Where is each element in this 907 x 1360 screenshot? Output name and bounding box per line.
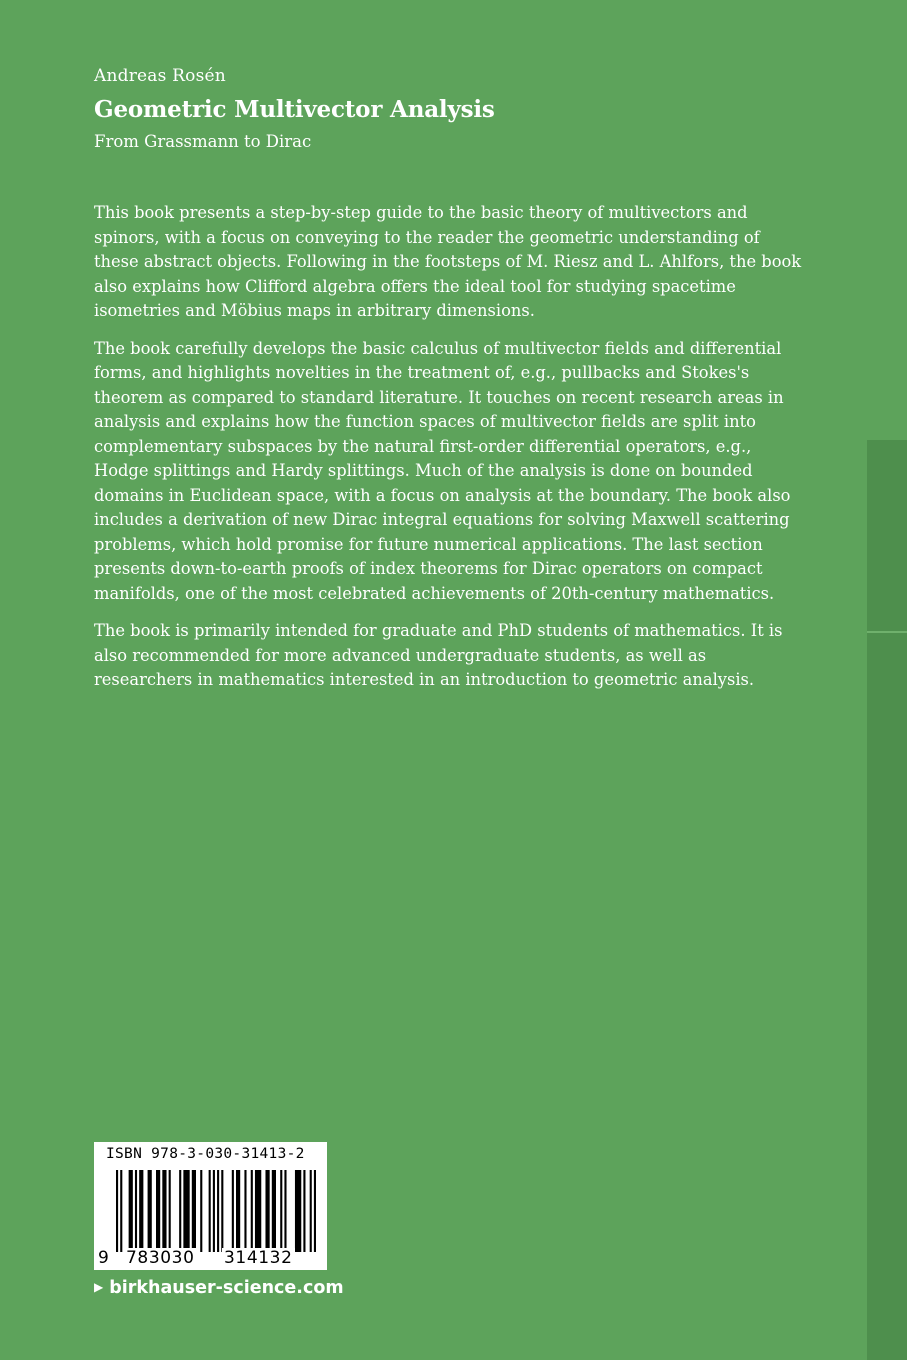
barcode-bar [232,1170,234,1252]
barcode-bar [221,1170,223,1252]
barcode-bar [314,1170,316,1252]
barcode-bar [139,1170,143,1252]
barcode-bar [284,1170,286,1252]
barcode-bar [116,1170,118,1252]
barcode-bar [272,1170,276,1252]
barcode-bar [209,1170,211,1252]
barcode-bars [116,1170,316,1252]
barcode-digit-group-right: 314132 [224,1248,293,1268]
barcode-bar [265,1170,269,1252]
publisher-website[interactable] [94,1278,344,1298]
barcode-bar [129,1170,133,1252]
description-paragraph: This book presents a step-by-step guide to the basic theory of multivectors and spinors, with a focus on conveying to the reader the geometric understanding of these abstract objects. Following in the footsteps of M. Riesz and L. Ahlfors, the book also explains how Clifford algebra offers the ideal tool for studying spacetime isometries and Möbius maps in arbitrary dimensions. [94,203,802,320]
isbn-label: ISBN 978-3-030-31413-2 [106,1146,305,1162]
barcode-bar [280,1170,282,1252]
barcode-digit-first: 9 [98,1248,109,1268]
isbn-barcode [94,1142,327,1270]
barcode-bar [156,1170,160,1252]
barcode-bar [217,1170,219,1252]
barcode-bar [303,1170,305,1252]
barcode-bar [200,1170,202,1252]
description-paragraph: The book carefully develops the basic calculus of multivector fields and differential forms, and highlights novelties in the treatment of, e.g., pullbacks and Stokes's theorem as compared to standard literature. It touches on recent research areas in analysis and explains how the function spaces of multivector fields are split into complementary subspaces by the natural first-order differential operators, e.g., Hodge splittings and Hardy splittings. Much of the analysis is done on bounded domains in Euclidean space, with a focus on analysis at the boundary. The book also includes a derivation of new Dirac integral equations for solving Maxwell scattering problems, which hold promise for future numerical applications. The last section presents down-to-earth proofs of index theorems for Dirac operators on compact manifolds, one of the most celebrated achievements of 20th-century mathematics. [94,338,791,603]
book-subtitle: From Grassmann to Dirac [94,132,312,151]
description-paragraph: The book is primarily intended for graduate and PhD students of mathematics. It is also recommended for more advanced undergraduate students, as well as researchers in mathematics interested in an introduction to geometric analysis. [94,621,783,689]
barcode-digits [94,1248,327,1270]
book-title: Geometric Multivector Analysis [94,96,495,123]
barcode-digit-group-left: 783030 [126,1248,195,1268]
barcode-bar [169,1170,171,1252]
barcode-bar [120,1170,122,1252]
barcode-bar [192,1170,196,1252]
spine-strip [867,440,907,1360]
spine-divider [867,631,907,633]
barcode-bar [179,1170,181,1252]
website-url: birkhauser-science.com [109,1278,344,1298]
barcode-bar [310,1170,312,1252]
barcode-bar [162,1170,166,1252]
barcode-bar [135,1170,137,1252]
barcode-bar [251,1170,253,1252]
barcode-bar [148,1170,152,1252]
book-description [94,201,804,706]
author-name: Andreas Rosén [94,66,226,86]
barcode-bar [183,1170,189,1252]
barcode-bar [236,1170,240,1252]
barcode-bar [213,1170,215,1252]
barcode-bar [295,1170,301,1252]
barcode-bar [255,1170,261,1252]
triangle-right-icon: ▶ [94,1280,104,1294]
barcode-bar [244,1170,246,1252]
